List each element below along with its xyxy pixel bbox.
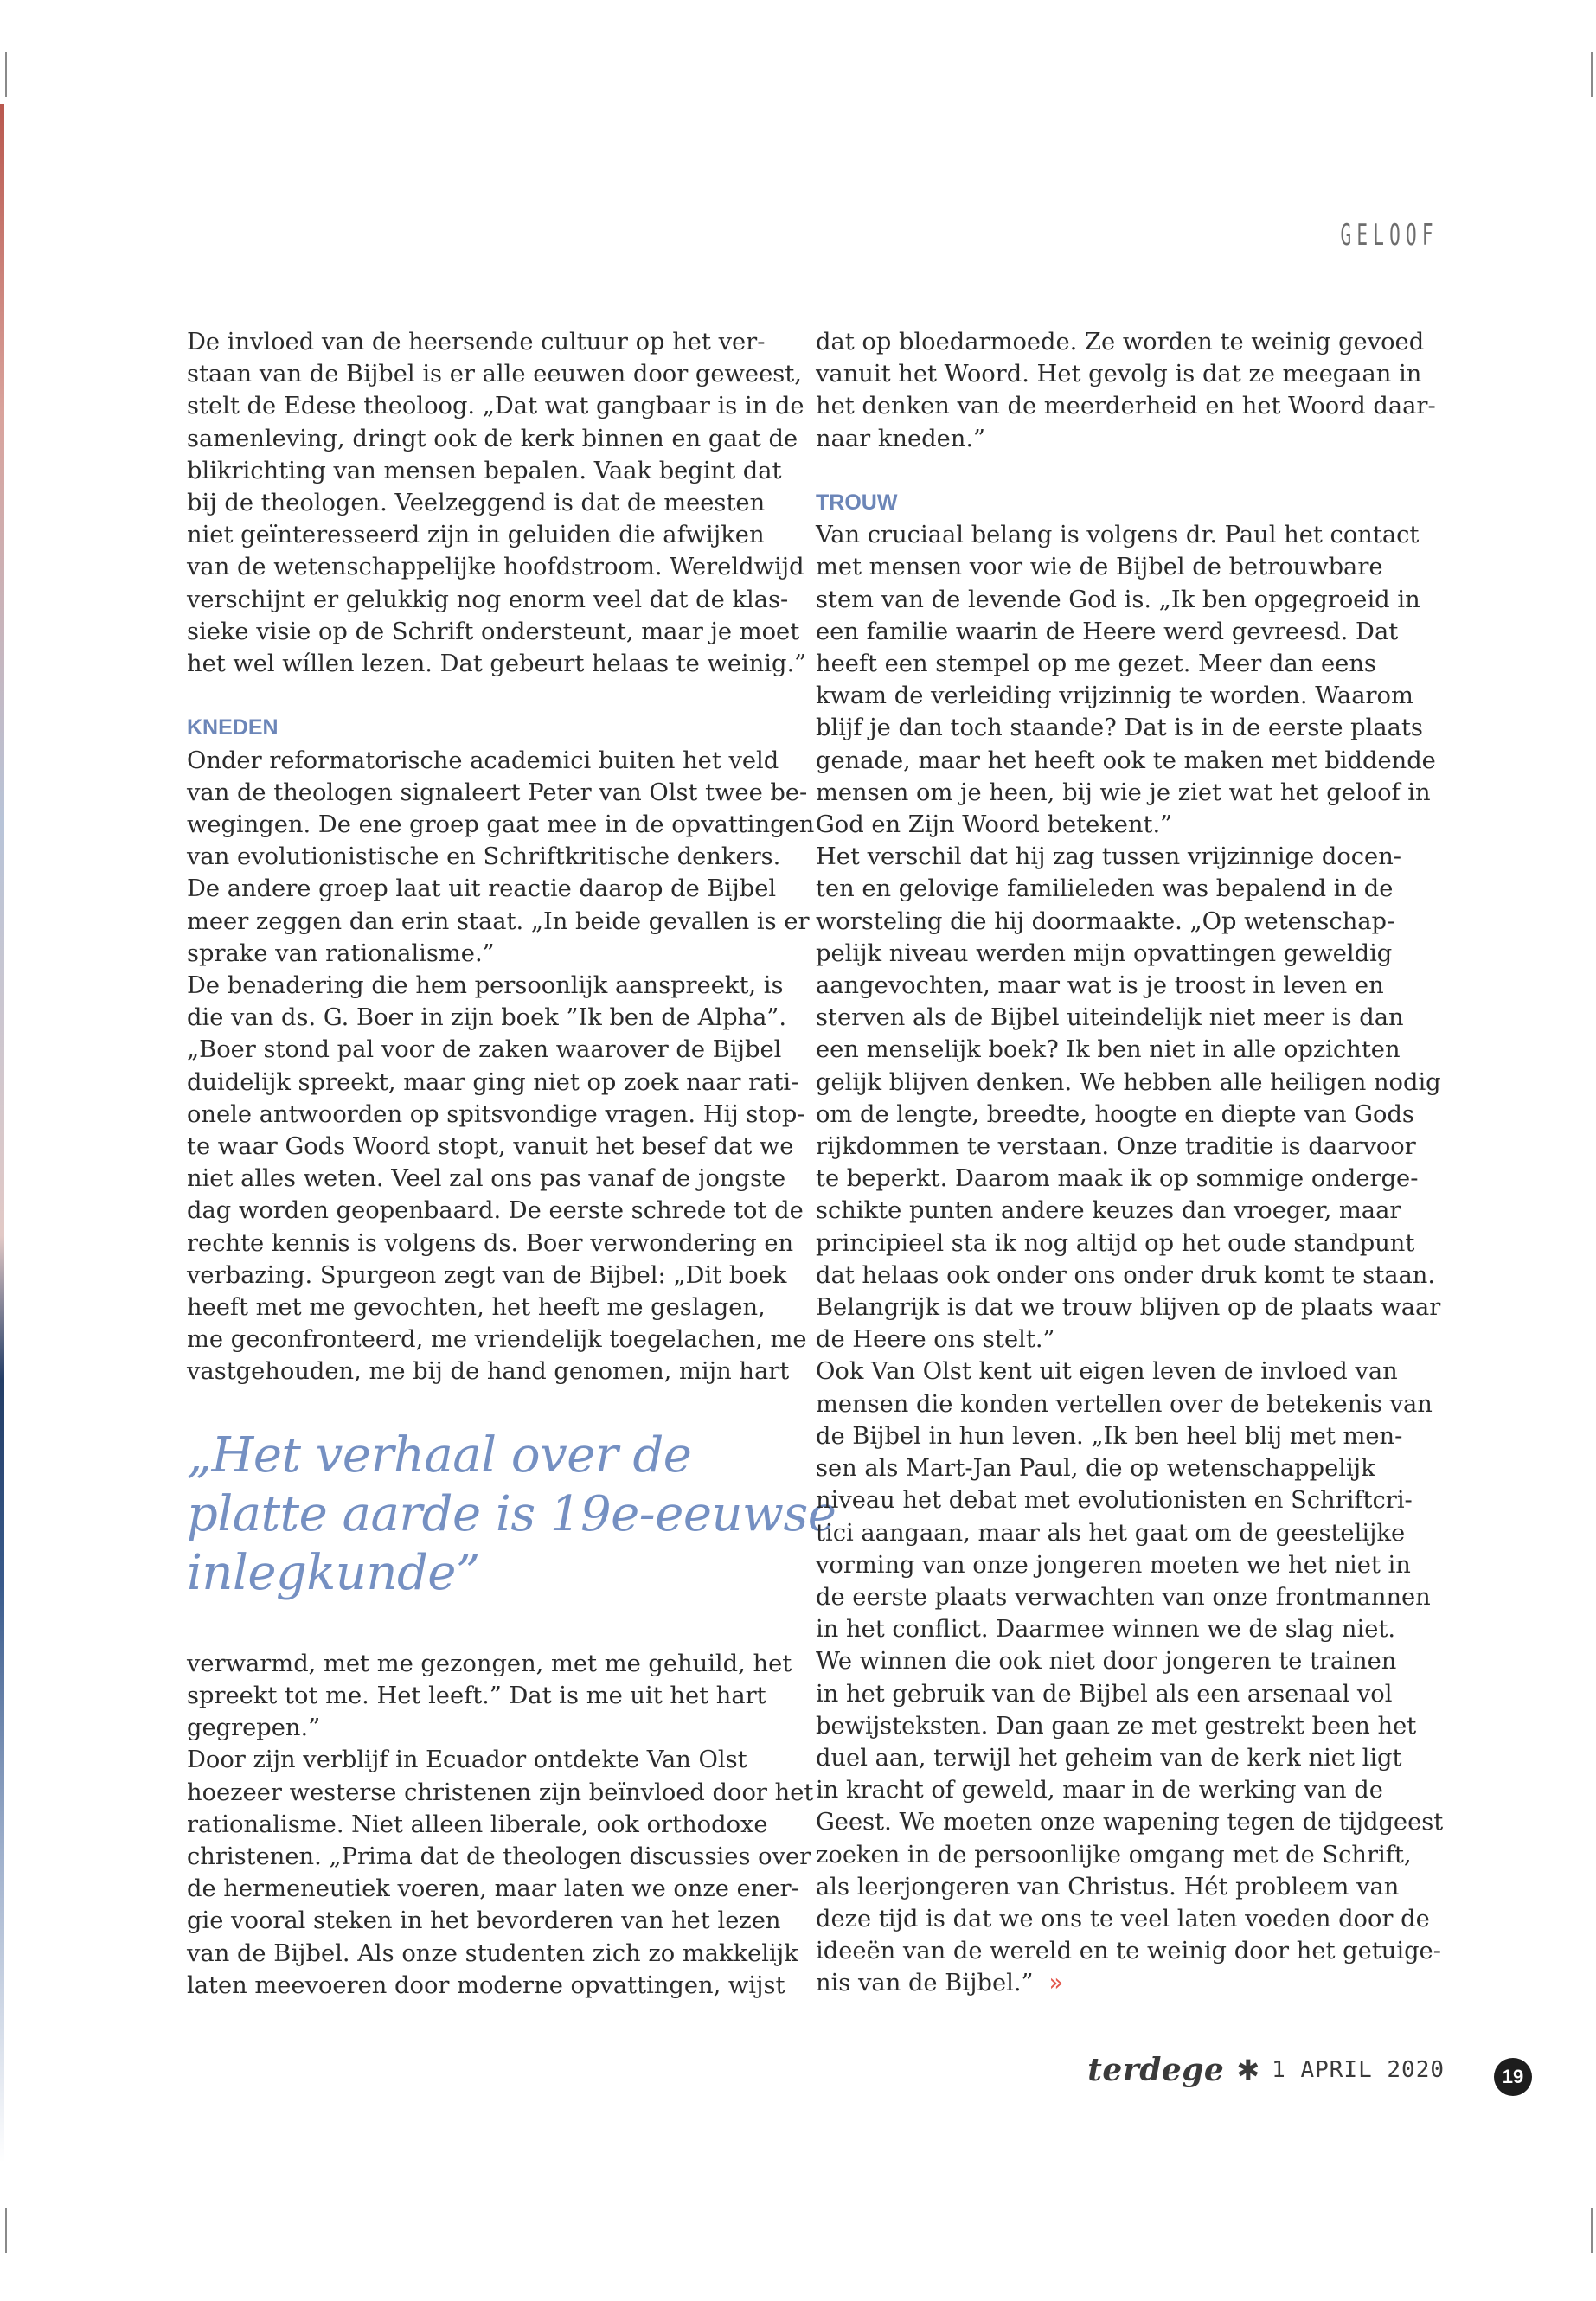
text-line-content: nis van de Bijbel.” — [816, 1970, 1034, 1997]
text-line: naar kneden.” — [816, 425, 985, 452]
asterisk-separator-icon: ✱ — [1236, 2054, 1260, 2086]
text-line: dat op bloedarmoede. Ze worden te weinig gevoed — [816, 329, 1425, 356]
pull-quote-line: inlegkunde” — [187, 1544, 481, 1601]
text-line: duel aan, terwijl het geheim van de kerk niet ligt — [816, 1744, 1402, 1772]
text-line: De invloed van de heersende cultuur op het ver- — [187, 329, 766, 356]
text-line: samenleving, dringt ook de kerk binnen en gaat de — [187, 425, 798, 452]
text-line: worsteling die hij doormaakte. „Op wetenschap- — [816, 907, 1395, 935]
continue-arrow-icon: » — [1048, 1970, 1064, 1997]
text-line: principieel sta ik nog altijd op het oude standpunt — [816, 1229, 1415, 1257]
text-line: Ook Van Olst kent uit eigen leven de invloed van — [816, 1358, 1398, 1386]
text-line: laten meevoeren door moderne opvattingen, wijst — [187, 1971, 785, 1999]
left-paragraph-2 — [187, 745, 815, 1388]
text-line: te waar Gods Woord stopt, vanuit het besef dat we — [187, 1133, 794, 1161]
text-line: blijf je dan toch staande? Dat is in de eerste plaats — [816, 715, 1423, 742]
text-line: de Bijbel in hun leven. „Ik ben heel blij met men- — [816, 1422, 1403, 1450]
page-footer — [1087, 2052, 1445, 2088]
section-label: GELOOF — [1340, 218, 1439, 253]
text-line: vanuit het Woord. Het gevolg is dat ze meegaan in — [816, 361, 1422, 388]
page-number-badge: 19 — [1494, 2058, 1532, 2096]
pull-quote — [187, 1426, 836, 1603]
text-line: We winnen die ook niet door jongeren te trainen — [816, 1648, 1397, 1676]
text-line: heeft een stempel op me gezet. Meer dan eens — [816, 651, 1376, 678]
text-line: God en Zijn Woord betekent.” — [816, 811, 1173, 839]
text-line: mensen om je heen, bij wie je ziet wat het geloof in — [816, 779, 1431, 806]
text-line: de Heere ons stelt.” — [816, 1326, 1055, 1354]
text-line: schikte punten andere keuzes dan vroeger, maar — [816, 1197, 1401, 1225]
magazine-brand: terdege — [1087, 2052, 1225, 2088]
text-line: verbazing. Spurgeon zegt van de Bijbel: „Dit boek — [187, 1261, 787, 1289]
text-line: Geest. We moeten onze wapening tegen de tijdgeest — [816, 1809, 1444, 1836]
text-line: van de Bijbel. Als onze studenten zich zo makkelijk — [187, 1939, 798, 1967]
text-line: sterven als de Bijbel uiteindelijk niet meer is dan — [816, 1004, 1404, 1032]
text-line: gelijk blijven denken. We hebben alle heiligen nodig — [816, 1068, 1441, 1096]
text-line: duidelijk spreekt, maar ging niet op zoek naar rati- — [187, 1068, 799, 1096]
text-line: bewijsteksten. Dan gaan ze met gestrekt been het — [816, 1712, 1417, 1740]
text-line: Onder reformatorische academici buiten het veld — [187, 747, 779, 774]
text-line: van evolutionistische en Schriftkritische denkers. — [187, 843, 781, 871]
left-paragraph-1 — [187, 326, 807, 680]
text-line: sieke visie op de Schrift ondersteunt, maar je moet — [187, 618, 800, 645]
text-line: deze tijd is dat we ons te veel laten voeden door de — [816, 1905, 1430, 1932]
edge-color-strip — [0, 104, 4, 2163]
text-line: sen als Mart-Jan Paul, die op wetenschappelijk — [816, 1455, 1375, 1483]
text-line: meer zeggen dan erin staat. „In beide gevallen is er — [187, 907, 810, 935]
text-line: te beperkt. Daarom maak ik op sommige onderge- — [816, 1165, 1419, 1193]
right-paragraph-1 — [816, 326, 1436, 455]
text-line: in het gebruik van de Bijbel als een arsenaal vol — [816, 1680, 1393, 1708]
text-line: ideeën van de wereld en te weinig door het getuige- — [816, 1938, 1441, 1965]
text-line: Het verschil dat hij zag tussen vrijzinnige docen- — [816, 843, 1401, 871]
text-line: van de wetenschappelijke hoofdstroom. Wereldwijd — [187, 554, 804, 581]
text-line: het denken van de meerderheid en het Woord daar- — [816, 393, 1436, 420]
text-line: bij de theologen. Veelzeggend is dat de meesten — [187, 490, 766, 517]
text-line: met mensen voor wie de Bijbel de betrouwbare — [816, 554, 1383, 581]
text-line: gie vooral steken in het bevorderen van het lezen — [187, 1907, 781, 1935]
right-paragraph-2 — [816, 519, 1444, 1999]
text-line: dat helaas ook onder ons onder druk komt te staan. — [816, 1261, 1436, 1289]
crop-mark-top-left — [5, 52, 7, 97]
text-line: niet geïnteresseerd zijn in geluiden die afwijken — [187, 522, 765, 549]
pull-quote-line: „Het verhaal over de — [187, 1426, 692, 1484]
text-line: me geconfronteerd, me vriendelijk toegelachen, me — [187, 1326, 807, 1354]
text-line: hoezeer westerse christenen zijn beïnvloed door het — [187, 1779, 814, 1806]
text-line: heeft met me gevochten, het heeft me geslagen, — [187, 1294, 766, 1322]
text-line: genade, maar het heeft ook te maken met biddende — [816, 747, 1436, 774]
crop-mark-bottom-right — [1591, 2208, 1593, 2253]
text-line: vorming van onze jongeren moeten we het niet in — [816, 1551, 1411, 1579]
pull-quote-line: platte aarde is 19e-eeuwse — [187, 1485, 836, 1542]
text-line: wegingen. De ene groep gaat mee in de opvattingen — [187, 811, 815, 839]
text-line: in het conflict. Daarmee winnen we de slag niet. — [816, 1616, 1396, 1644]
right-column — [816, 326, 1444, 2000]
text-line: De benadering die hem persoonlijk aanspreekt, is — [187, 972, 784, 1000]
text-line: verwarmd, met me gezongen, met me gehuild, het — [187, 1650, 792, 1677]
text-line: niet alles weten. Veel zal ons pas vanaf de jongste — [187, 1165, 786, 1193]
text-line: pelijk niveau werden mijn opvattingen geweldig — [816, 939, 1393, 967]
text-line: van de theologen signaleert Peter van Olst twee be- — [187, 779, 808, 806]
text-line: aangevochten, maar wat is je troost in leven en — [816, 972, 1384, 1000]
text-line: stelt de Edese theoloog. „Dat wat gangbaar is in de — [187, 393, 804, 420]
text-line: verschijnt er gelukkig nog enorm veel dat de klas- — [187, 586, 789, 613]
text-line: ten en gelovige familieleden was bepalend in de — [816, 875, 1394, 903]
text-line: de eerste plaats verwachten van onze frontmannen — [816, 1583, 1431, 1611]
text-line: rijkdommen te verstaan. Onze traditie is daarvoor — [816, 1133, 1416, 1161]
text-line: christenen. „Prima dat de theologen discussies over — [187, 1843, 811, 1870]
text-line: mensen die konden vertellen over de betekenis van — [816, 1390, 1433, 1418]
issue-date: 1 APRIL 2020 — [1272, 2057, 1445, 2083]
text-line: vastgehouden, me bij de hand genomen, mijn hart — [187, 1358, 790, 1386]
text-line: gegrepen.” — [187, 1715, 321, 1742]
text-line: De andere groep laat uit reactie daarop de Bijbel — [187, 875, 777, 903]
text-line: niveau het debat met evolutionisten en Schriftcri- — [816, 1487, 1413, 1515]
text-line — [816, 1967, 1421, 1999]
subhead-trouw: TROUW — [816, 490, 898, 515]
crop-mark-bottom-left — [5, 2208, 7, 2253]
text-line: als leerjongeren van Christus. Hét probleem van — [816, 1873, 1400, 1900]
text-line: Van cruciaal belang is volgens dr. Paul het contact — [816, 522, 1420, 549]
text-line: tici aangaan, maar als het gaat om de geestelijke — [816, 1519, 1406, 1547]
text-line: de hermeneutiek voeren, maar laten we onze ener- — [187, 1875, 799, 1903]
text-line: het wel wíllen lezen. Dat gebeurt helaas te weinig.” — [187, 651, 807, 678]
text-line: rechte kennis is volgens ds. Boer verwondering en — [187, 1229, 794, 1257]
text-line: stem van de levende God is. „Ik ben opgegroeid in — [816, 586, 1420, 613]
text-line: Door zijn verblijf in Ecuador ontdekte Van Olst — [187, 1747, 747, 1774]
text-line: een familie waarin de Heere werd gevreesd. Dat — [816, 618, 1399, 645]
text-line: rationalisme. Niet alleen liberale, ook orthodoxe — [187, 1811, 768, 1838]
crop-mark-top-right — [1591, 52, 1593, 97]
text-line: „Boer stond pal voor de zaken waarover de Bijbel — [187, 1036, 782, 1064]
text-line: dag worden geopenbaard. De eerste schrede tot de — [187, 1197, 804, 1225]
text-line: staan van de Bijbel is er alle eeuwen door geweest, — [187, 361, 802, 388]
text-line: Belangrijk is dat we trouw blijven op de plaats waar — [816, 1294, 1441, 1322]
text-line: een menselijk boek? Ik ben niet in alle opzichten — [816, 1036, 1401, 1064]
text-line: in kracht of geweld, maar in de werking van de — [816, 1777, 1383, 1804]
text-line: blikrichting van mensen bepalen. Vaak begint dat — [187, 457, 782, 484]
text-line: spreekt tot me. Het leeft.” Dat is me uit het hart — [187, 1682, 766, 1709]
text-line: kwam de verleiding vrijzinnig te worden. Waarom — [816, 683, 1413, 710]
left-column — [187, 326, 836, 2002]
text-line: sprake van rationalisme.” — [187, 939, 495, 967]
subhead-kneden: KNEDEN — [187, 715, 279, 740]
text-line: zoeken in de persoonlijke omgang met de Schrift, — [816, 1841, 1412, 1868]
text-line: onele antwoorden op spitsvondige vragen. Hij stop- — [187, 1100, 805, 1128]
left-paragraph-3 — [187, 1648, 814, 2002]
text-line: om de lengte, breedte, hoogte en diepte van Gods — [816, 1100, 1414, 1128]
text-line: die van ds. G. Boer in zijn boek ”Ik ben de Alpha”. — [187, 1004, 787, 1032]
